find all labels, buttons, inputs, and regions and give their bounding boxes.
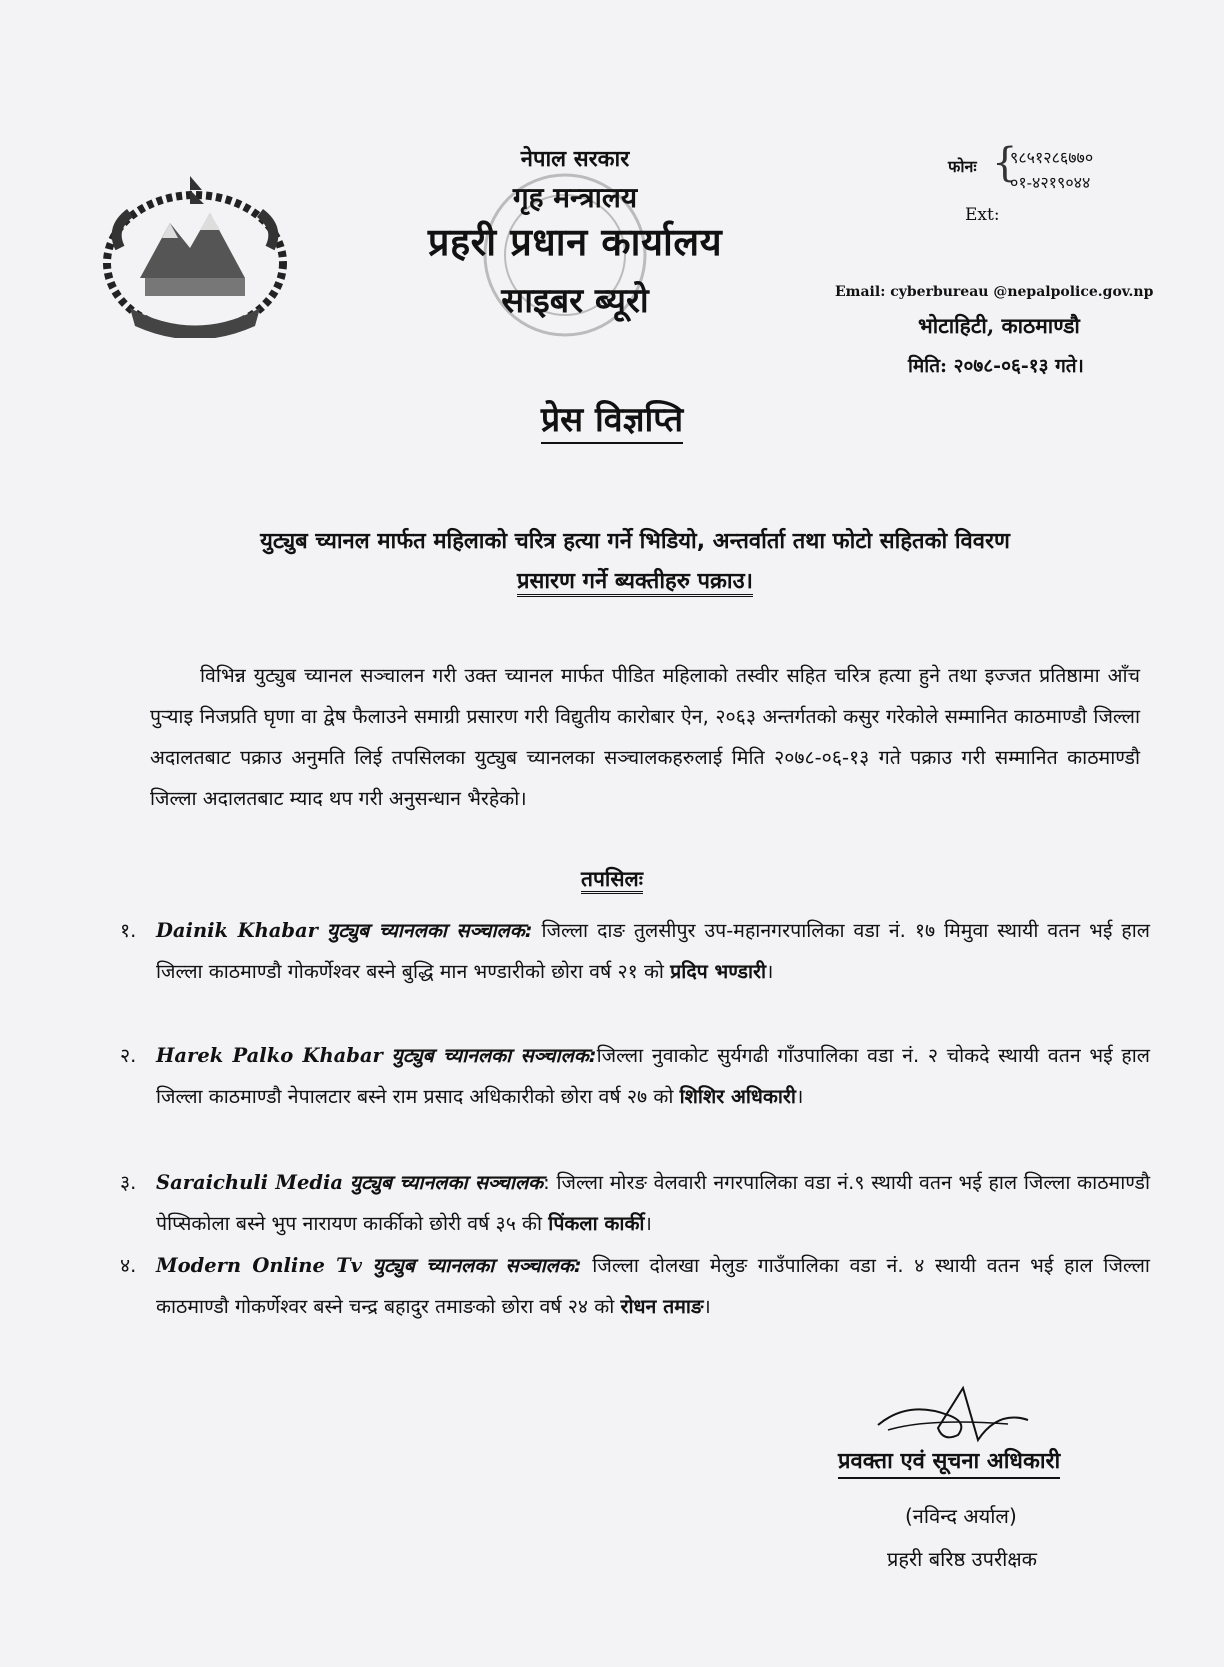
- item-role: युट्युब च्यानलका सञ्चालक: [349, 1171, 544, 1194]
- press-release-title-text: प्रेस विज्ञप्ति: [541, 400, 683, 444]
- item-end: ।: [795, 1085, 804, 1108]
- header-police-hq: प्रहरी प्रधान कार्यालय: [427, 220, 723, 264]
- subject-line-1: युट्युब च्यानल मार्फत महिलाको चरित्र हत्या गर्ने भिडियो, अन्तर्वार्ता तथा फोटो सहितको विवरण: [260, 529, 1010, 554]
- channel-name: Modern Online Tv: [156, 1254, 362, 1277]
- ext-label: Ext:: [965, 205, 1000, 225]
- issue-date: मिति: २०७८-०६-१३ गते।: [908, 355, 1084, 377]
- header-government: नेपाल सरकार: [520, 147, 630, 172]
- item-end: ।: [766, 960, 774, 983]
- item-detail: जिल्ला दोलखा मेलुङ गाउँपालिका वडा नं. ४ स्थायी वतन भई हाल जिल्ला काठमाण्डौ गोकर्णेश्वर बस्ने चन्द्र बहादुर तमाङको छोरा वर्ष २४ को: [156, 1254, 1150, 1318]
- header-cyber-bureau: साइबर ब्यूरो: [501, 281, 649, 321]
- press-release-title: [0, 395, 1224, 441]
- list-item: [120, 1035, 1150, 1117]
- signatory-rank: प्रहरी बरिष्ठ उपरीक्षक: [887, 1547, 1038, 1571]
- item-role: युट्युब च्यानलका सञ्चालक:: [326, 919, 533, 942]
- schedule-title: [0, 865, 1224, 893]
- item-number: १.: [120, 919, 137, 942]
- channel-name: Harek Palko Khabar: [156, 1044, 383, 1067]
- item-role: युट्युब च्यानलका सञ्चालक:: [372, 1254, 582, 1277]
- list-item: [120, 1245, 1150, 1327]
- signatory-title: प्रवक्ता एवं सूचना अधिकारी: [838, 1445, 1060, 1479]
- item-detail: : जिल्ला मोरङ वेलवारी नगरपालिका वडा नं.९ स्थायी वतन भई हाल जिल्ला काठमाण्डौ पेप्सिकोला बस्ने भुप नारायण कार्कीको छोरी वर्ष ३५ की: [156, 1171, 1150, 1235]
- person-name: प्रदिप भण्डारी: [670, 960, 767, 983]
- list-item: [120, 910, 1150, 992]
- phone-label: फोनः: [948, 157, 977, 176]
- nepal-emblem-icon: [100, 168, 290, 338]
- channel-name: Dainik Khabar: [156, 919, 318, 942]
- person-name: शिशिर अधिकारी: [679, 1085, 796, 1108]
- item-end: ।: [644, 1212, 652, 1235]
- channel-name: Saraichuli Media: [156, 1171, 344, 1194]
- email-address: Email: cyberbureau @nepalpolice.gov.np: [835, 284, 1154, 300]
- person-name: पिंकला कार्की: [548, 1212, 645, 1235]
- office-address: भोटाहिटी, काठमाण्डौ: [918, 313, 1080, 338]
- signature-icon: [868, 1380, 1038, 1450]
- item-number: ४.: [120, 1254, 137, 1277]
- item-role: युट्युब च्यानलका सञ्चालक:: [391, 1044, 597, 1067]
- phone-number-1: ९८५१२८६७७०: [1010, 148, 1094, 167]
- header-ministry: गृह मन्त्रालय: [512, 181, 638, 214]
- schedule-title-text: तपसिलः: [581, 867, 643, 894]
- item-end: ।: [703, 1295, 711, 1318]
- subject-line-2: प्रसारण गर्ने ब्यक्तीहरु पक्राउ।: [517, 569, 753, 597]
- item-detail: जिल्ला नुवाकोट सुर्यगढी गाँउपालिका वडा नं. २ चोकदे स्थायी वतन भई हाल जिल्ला काठमाण्डौ नेपालटार बस्ने राम प्रसाद अधिकारीको छोरा वर्ष २७ को: [156, 1044, 1151, 1108]
- phone-number-2: ०१-४२१९०४४: [1010, 173, 1091, 192]
- body-paragraph: विभिन्न युट्युब च्यानल सञ्चालन गरी उक्त च्यानल मार्फत पीडित महिलाको तस्वीर सहित चरित्र हत्या हुने तथा इज्जत प्रतिष्ठामा आँच पुऱ्याइ निजप्रति घृणा वा द्वेष फैलाउने समाग्री प्रसारण गरी विद्युतीय कारोबार ऐन, २०६३ अन्तर्गतको कसुर गरेकोले सम्मानित काठमाण्डौ जिल्ला अदालतबाट पक्राउ अनुमति लिई तपसिलका युट्युब च्यानलका सञ्चालकहरुलाई मिति २०७८-०६-१३ गते पक्राउ गरी सम्मानित काठमाण्डौ जिल्ला अदालतबाट म्याद थप गरी अनुसन्धान भैरहेको।: [150, 664, 1140, 810]
- signatory-name: (नविन्द अर्याल): [905, 1504, 1017, 1528]
- item-number: २.: [120, 1044, 137, 1067]
- item-detail: जिल्ला दाङ तुलसीपुर उप-महानगरपालिका वडा नं. १७ मिमुवा स्थायी वतन भई हाल जिल्ला काठमाण्डौ गोकर्णेश्वर बस्ने बुद्धि मान भण्डारीको छोरा वर्ष २१ को: [156, 919, 1150, 983]
- subject: [140, 522, 1130, 602]
- list-item: [120, 1162, 1150, 1244]
- item-number: ३.: [120, 1171, 137, 1194]
- person-name: रोधन तमाङ: [620, 1295, 704, 1318]
- phone-brace: {: [992, 140, 1018, 186]
